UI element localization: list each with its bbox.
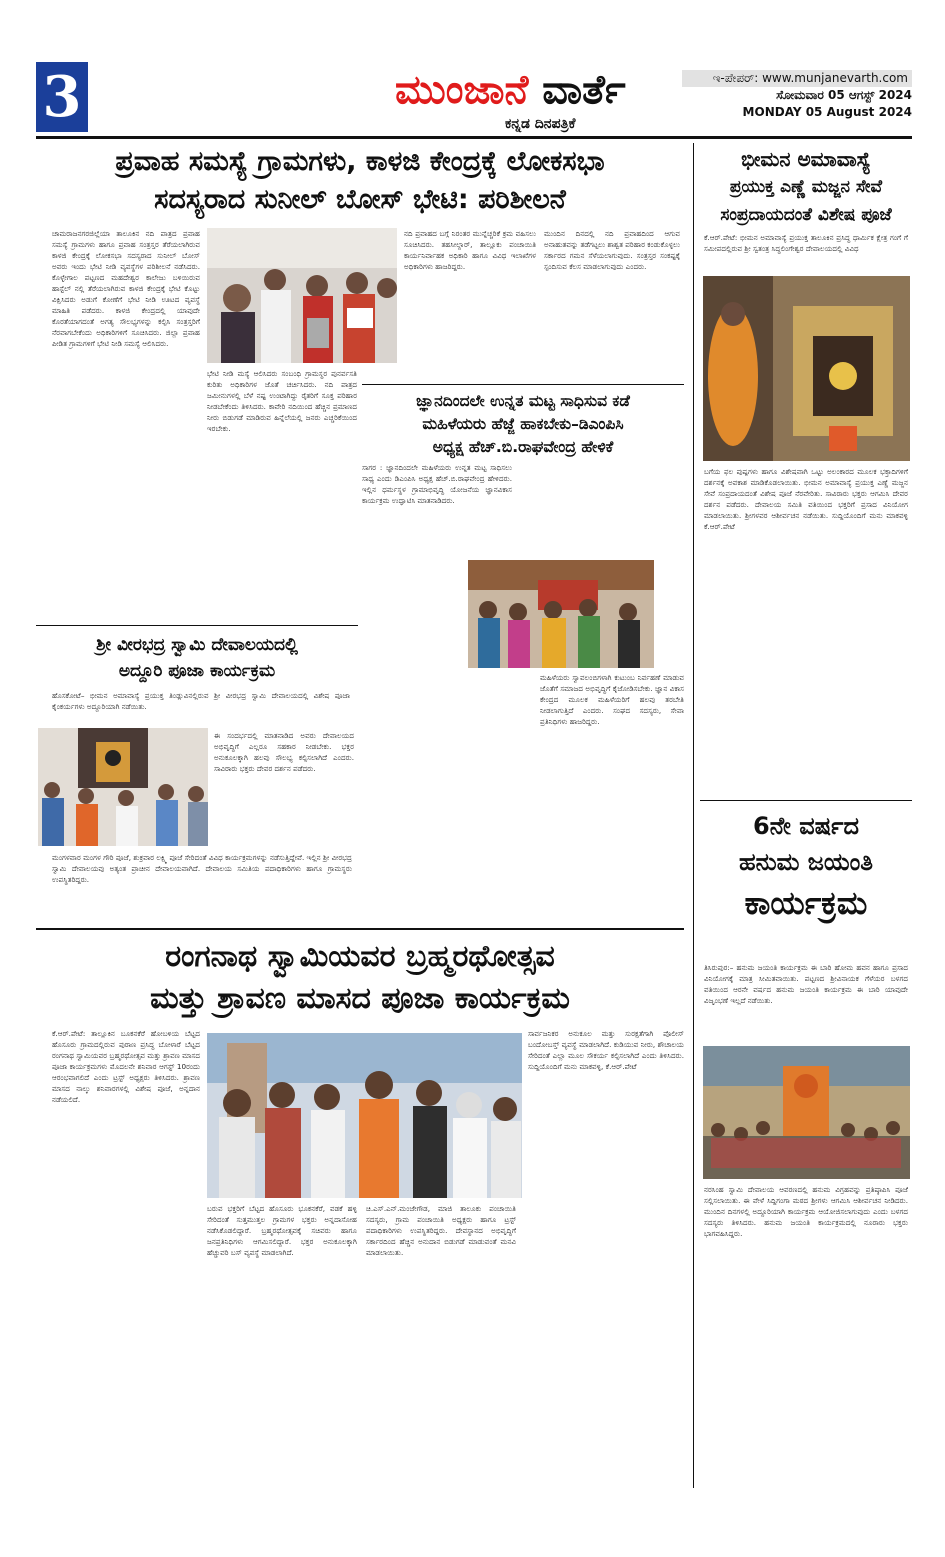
bhimana-intro: ಕೆ.ಆರ್.ಪೇಟೆ: ಭೀಮನ ಅಮಾವಾಸ್ಯೆ ಪ್ರಯುಕ್ತ ತಾಲೂಕಿನ ಪ್ರಸಿದ್ಧ ಧಾರ್ಮಿಕ ಕ್ಷೇತ್ರ ಗಂಗೆ ಗೆ ಸಮೀಪದಲ್ಲಿರುವ ಶ್ರೀ ಸ್ವತಂತ್ರ ಸಿದ್ಧಲಿಂಗೇಶ್ವರ ದೇವಾಲಯದಲ್ಲಿ ವಿವಿಧ <box>704 233 908 253</box>
veerabhadra-top-rule <box>36 625 358 626</box>
women-photo <box>468 560 654 668</box>
veerabhadra-headline <box>36 632 358 684</box>
masthead-rule <box>36 136 912 139</box>
veerabhadra-intro: ಹೊಸಕೋಟೆ– ಭೀಮನ ಅಮಾವಾಸ್ಯೆ ಪ್ರಯುಕ್ತ ತಿಂಡ್ಲುವಿನಲ್ಲಿರುವ ಶ್ರೀ ವೀರಭದ್ರ ಸ್ವಾಮಿ ದೇವಾಲಯದಲ್ಲಿ ವಿಶೇಷ ಪೂಜಾ ಕೈಂಕರ್ಯಗಳು ಅದ್ದೂರಿಯಾಗಿ ನಡೆಯಿತು. <box>52 691 350 711</box>
lead-col3: ನದಿ ಪ್ರವಾಹದ ಬಗ್ಗೆ ನಿರಂತರ ಮುನ್ನೆಚ್ಚರಿಕೆ ಕ್ರಮ ವಹಿಸಲು ಸೂಚಿಸಿದರು. ತಹಸೀಲ್ದಾರ್, ತಾಲ್ಲೂಕು ಪಂಚಾಯಿತಿ ಕಾರ್ಯನಿರ್ವಾಹಕ ಅಧಿಕಾರಿ ಹಾಗೂ ವಿವಿಧ ಇಲಾಖೆಗಳ ಅಧಿಕಾರಿಗಳು ಹಾಜರಿದ್ದರು. <box>404 229 536 271</box>
lead-photo <box>207 228 397 363</box>
ranganatha-col4: ಸಾರ್ವಜನಿಕರ ಅನುಕೂಲ ಮತ್ತು ಸುರಕ್ಷತೆಗಾಗಿ ಪೊಲೀಸ್ ಬಂದೋಬಸ್ತ್ ವ್ಯವಸ್ಥೆ ಮಾಡಲಾಗಿದೆ. ಕುಡಿಯುವ ನೀರು, ಶೌಚಾಲಯ ಸೇರಿದಂತೆ ಎಲ್ಲಾ ಮೂಲ ಸೌಕರ್ಯ ಕಲ್ಪಿಸಲಾಗಿದೆ ಎಂದು ತಿಳಿಸಿದರು. ಸುದ್ದಿಯೊಂದಿಗೆ ಮನು ಮಾಕವಳ್ಳಿ, ಕೆ.ಆರ್.ಪೇಟೆ <box>528 1029 684 1071</box>
ranganatha-headline <box>36 936 684 1020</box>
women-headline-line3: ಅಧ್ಯಕ್ಷ ಹೆಚ್.ಬಿ.ರಾಘವೇಂದ್ರ ಹೇಳಿಕೆ <box>432 438 614 456</box>
hanuma-headline <box>700 808 912 926</box>
lead-col2: ಭೇಟಿ ನೀಡಿ ಮಸ್ಯೆ ಆಲಿಸಿದರು ಸಂಬಂಧಿ ಗ್ರಾಮಸ್ಥರ ಪುನರ್ವಸತಿ ಕುರಿತು ಅಧಿಕಾರಿಗಳ ಜೊತೆ ಚರ್ಚಿಸಿದರು. ನದಿ ಪಾತ್ರದ ಜಮೀನುಗಳಲ್ಲಿ ಬೆಳೆ ನಷ್ಟ ಉಂಟಾಗಿದ್ದು ರೈತರಿಗೆ ಸೂಕ್ತ ಪರಿಹಾರ ನೀಡಬೇಕೆಂದು ತಿಳಿಸಿದರು. ಕಾವೇರಿ ನದಿಯಿಂದ ಹೆಚ್ಚಿನ ಪ್ರಮಾಣದ ನೀರು ಬಿಡುಗಡೆ ಮಾಡಿರುವ ಹಿನ್ನೆಲೆಯಲ್ಲಿ ಜನರು ಎಚ್ಚರಿಕೆಯಿಂದ ಇರಬೇಕು. <box>207 369 357 433</box>
bhimana-headline-line2: ಪ್ರಯುಕ್ತ ಎಣ್ಣೆ ಮಜ್ಜನ ಸೇವೆ <box>729 177 883 197</box>
lead-headline <box>36 143 684 219</box>
hanuma-headline-line3: ಕಾರ್ಯಕ್ರಮ <box>744 884 868 922</box>
title-part1: ಮುಂಜಾನೆ <box>395 67 529 113</box>
veerabhadra-photo <box>38 728 208 846</box>
lead-col1: ಚಾಮರಾಜನಗರಜಿಲ್ಲೆಯಾ ತಾಲೂಕಿನ ನದಿ ಪಾತ್ರದ ಪ್ರವಾಹ ಸಮಸ್ಯೆ ಗ್ರಾಮಗಳು ಹಾಗೂ ಪ್ರವಾಹ ಸಂತ್ರಸ್ತರ ತೆರೆಯಲಾಗಿರುವ ಕಾಳಜಿ ಕೇಂದ್ರಕ್ಕೆ ಲೋಕಸಭಾ ಸದಸ್ಯರಾದ ಸುನೀಲ್ ಬೋಸ್ ಅವರು ಇಂದು ಭೇಟಿ ನೀಡಿ ವ್ಯವಸ್ಥೆಗಳ ಪರಿಶೀಲನೆ ನಡೆಸಿದರು. ಕೊಳ್ಳೇಗಾಲ ಪಟ್ಟಣದ ಮಹದೇಶ್ವರ ಕಾಲೇಜು ಬಳಿಯಿರುವ ಹಾಸ್ಟೆಲ್ ನಲ್ಲಿ ತೆರೆಯಲಾಗಿರುವ ಕಾಳಜಿ ಕೇಂದ್ರಕ್ಕೆ ಭೇಟಿ ಕೊಟ್ಟು ವಿಕ್ಷಿಸಿದರು ಅಡುಗೆ ಕೋಣೆಗೆ ಭೇಟಿ ನೀಡಿ ಊಟದ ವ್ಯವಸ್ಥೆ ಮಾಹಿತಿ ಪಡೆದರು. ಕಾಳಜಿ ಕೇಂದ್ರದಲ್ಲಿ ಯಾವುದೇ ಕೊರತೆಯಾಗದಂತೆ ಅಗತ್ಯ ಸೌಲಭ್ಯಗಳನ್ನು ಕಲ್ಪಿಸಿ ಸಂತ್ರಸ್ತರಿಗೆ ನೆರವಾಗಬೇಕೆಂದು ಅಧಿಕಾರಿಗಳಿಗೆ ಸೂಚಿಸಿದರು. ಜಿಲ್ಲಾ ಪ್ರವಾಹ ಪೀಡಿತ ಗ್ರಾಮಗಳಿಗೆ ಭೇಟಿ ನೀಡಿ ಸಮಸ್ಯೆ ಆಲಿಸಿದರು. <box>52 229 200 348</box>
women-headline <box>362 390 684 459</box>
bhimana-headline-line1: ಭೀಮನ ಅಮಾವಾಸ್ಯೆ <box>741 147 871 171</box>
ranganatha-top-rule <box>36 928 684 930</box>
ranganatha-col3: ಚಿ.ಎಸ್.ಎನ್.ಮಂಜೇಗೌಡ, ಮಾಜಿ ತಾಲೂಕು ಪಂಚಾಯಿತಿ ಸದಸ್ಯರು, ಗ್ರಾಮ ಪಂಚಾಯಿತಿ ಅಧ್ಯಕ್ಷರು ಹಾಗೂ ಟ್ರಸ್ಟ್ ಪದಾಧಿಕಾರಿಗಳು ಉಪಸ್ಥಿತರಿದ್ದರು. ದೇವಸ್ಥಾನದ ಅಭಿವೃದ್ಧಿಗೆ ಸರ್ಕಾರದಿಂದ ಹೆಚ್ಚಿನ ಅನುದಾನ ಬಿಡುಗಡೆ ಮಾಡುವಂತೆ ಮನವಿ ಮಾಡಲಾಯಿತು. <box>366 1204 516 1257</box>
bhimana-headline-line3: ಸಂಪ್ರದಾಯದಂತೆ ವಿಶೇಷ ಪೂಜೆ <box>720 205 892 225</box>
hanuma-body: ನರಸಿಂಹ ಸ್ವಾಮಿ ದೇವಾಲಯ ಆವರಣದಲ್ಲಿ ಹನುಮ ವಿಗ್ರಹವನ್ನು ಪ್ರತಿಷ್ಠಾಪಿಸಿ ಪೂಜೆ ಸಲ್ಲಿಸಲಾಯಿತು. ಈ ವೇಳೆ ಸಿದ್ದಿಗಂಗಾ ಮಠದ ಶ್ರೀಗಳು ಆಗಮಿಸಿ ಆಶೀರ್ವಚನ ನೀಡಿದರು. ಮುಂದಿನ ದಿನಗಳಲ್ಲಿ ಅದ್ದೂರಿಯಾಗಿ ಕಾರ್ಯಕ್ರಮ ಆಯೋಜಿಸಲಾಗುವುದು ಎಂದು ಬಳಗದ ಸದಸ್ಯರು ತಿಳಿಸಿದರು. ಹನುಮ ಜಯಂತಿ ಕಾರ್ಯಕ್ರಮದಲ್ಲಿ ನೂರಾರು ಭಕ್ತರು ಭಾಗವಹಿಸಿದ್ದರು. <box>704 1185 908 1238</box>
hanuma-headline-line2: ಹನುಮ ಜಯಂತಿ <box>739 848 873 876</box>
veerabhadra-headline-line1: ಶ್ರೀ ವೀರಭದ್ರ ಸ್ವಾಮಿ ದೇವಾಲಯದಲ್ಲಿ <box>96 635 298 655</box>
hanuma-top-rule <box>700 800 912 801</box>
newspaper-title <box>395 66 626 114</box>
hanuma-headline-line1: 6ನೇ ವರ್ಷದ <box>753 812 859 840</box>
title-part2: ವಾರ್ತೆ <box>542 67 626 113</box>
lead-headline-line1: ಪ್ರವಾಹ ಸಮಸ್ಯೆ ಗ್ರಾಮಗಳು, ಕಾಳಜಿ ಕೇಂದ್ರಕ್ಕೆ ಲೋಕಸಭಾ <box>115 146 605 177</box>
women-top-rule <box>362 384 684 385</box>
ranganatha-col1: ಕೆ.ಆರ್.ಪೇಟೆ: ತಾಲ್ಲೂಕಿನ ಬೂಕನಕೆರೆ ಹೋಬಳಿಯ ಬೆಟ್ಟದ ಹೊಸೂರು ಗ್ರಾಮದಲ್ಲಿರುವ ಪುರಾಣ ಪ್ರಸಿದ್ಧ ಬೋಳಾರೆ ಬೆಟ್ಟದ ರಂಗನಾಥ ಸ್ವಾಮಿಯವರ ಬ್ರಹ್ಮರಥೋತ್ಸವ ಮತ್ತು ಶ್ರಾವಣ ಮಾಸದ ಪೂಜಾ ಕಾರ್ಯಕ್ರಮಗಳು ಮೊದಲನೇ ಶನಿವಾರ ಆಗಸ್ಟ್ 10ರಂದು ಆರಂಭವಾಗಲಿದೆ ಎಂದು ಟ್ರಸ್ಟ್ ಅಧ್ಯಕ್ಷರು ತಿಳಿಸಿದರು. ಶ್ರಾವಣ ಮಾಸದ ನಾಲ್ಕು ಶನಿವಾರಗಳಲ್ಲಿ ವಿಶೇಷ ಪೂಜೆ, ಅನ್ನದಾನ ನಡೆಯಲಿದೆ. <box>52 1029 200 1104</box>
bhimana-headline <box>700 145 912 229</box>
women-col1: ಸಾಗರ : ಜ್ಞಾನದಿಂದಲೇ ಮಹಿಳೆಯರು ಉನ್ನತ ಮಟ್ಟ ಸಾಧಿಸಲು ಸಾಧ್ಯ ಎಂದು ಡಿಎಂಪಿಸಿ ಅಧ್ಯಕ್ಷ ಹೆಚ್.ಬಿ.ರಾಘವೇಂದ್ರ ಹೇಳಿದರು. ಇಲ್ಲಿನ ಧರ್ಮಸ್ಥಳ ಗ್ರಾಮಾಭಿವೃದ್ಧಿ ಯೋಜನೆಯ ಜ್ಞಾನವಿಕಾಸ ಕಾರ್ಯಕ್ರಮ ಉದ್ಘಾಟಿಸಿ ಮಾತನಾಡಿದರು. <box>362 463 512 505</box>
women-headline-line2: ಮಹಿಳೆಯರು ಹೆಜ್ಜೆ ಹಾಕಬೇಕು–ಡಿಎಂಪಿಸಿ <box>422 415 624 433</box>
epaper-link[interactable]: ಇ-ಪೇಪರ್: www.munjanevarth.com <box>682 70 912 87</box>
date-kannada: ಸೋಮವಾರ 05 ಆಗಸ್ಟ್ 2024 <box>776 88 912 102</box>
ranganatha-headline-line2: ಮತ್ತು ಶ್ರಾವಣ ಮಾಸದ ಪೂಜಾ ಕಾರ್ಯಕ್ರಮ <box>150 981 570 1016</box>
ranganatha-headline-line1: ರಂಗನಾಥ ಸ್ವಾಮಿಯವರ ಬ್ರಹ್ಮರಥೋತ್ಸವ <box>165 939 555 974</box>
page-number: 3 <box>36 62 88 132</box>
lead-headline-line2: ಸದಸ್ಯರಾದ ಸುನೀಲ್ ಬೋಸ್ ಭೇಟಿ: ಪರಿಶೀಲನೆ <box>154 184 566 215</box>
hanuma-photo <box>703 1046 910 1179</box>
date-english: MONDAY 05 August 2024 <box>742 105 912 119</box>
women-col2: ಮಹಿಳೆಯರು ಸ್ವಾವಲಂಬಿಗಳಾಗಿ ಕುಟುಂಬ ನಿರ್ವಹಣೆ ಮಾಡುವ ಜೊತೆಗೆ ಸಮಾಜದ ಅಭಿವೃದ್ಧಿಗೆ ಕೈಜೋಡಿಸಬೇಕು. ಜ್ಞಾನ ವಿಕಾಸ ಕೇಂದ್ರದ ಮೂಲಕ ಮಹಿಳೆಯರಿಗೆ ಹಲವು ತರಬೇತಿ ನೀಡಲಾಗುತ್ತಿದೆ ಎಂದರು. ಸಂಘದ ಸದಸ್ಯರು, ಸೇವಾ ಪ್ರತಿನಿಧಿಗಳು ಹಾಜರಿದ್ದರು. <box>540 673 684 726</box>
ranganatha-col2: ಬರುವ ಭಕ್ತರಿಗೆ ಬೆಟ್ಟದ ಹೊಸೂರು ಭೂಕನಕೆರೆ, ವಡಕೆ ಹಳ್ಳಿ ಸೇರಿದಂತೆ ಸುತ್ತಮುತ್ತಲ ಗ್ರಾಮಗಳ ಭಕ್ತರು ಅನ್ನದಾಸೋಹ ನಡೆಸಿಕೊಡಲಿದ್ದಾರೆ. ಬ್ರಹ್ಮರಥೋತ್ಸವಕ್ಕೆ ಸಚಿವರು ಹಾಗೂ ಜನಪ್ರತಿನಿಧಿಗಳು ಆಗಮಿಸಲಿದ್ದಾರೆ. ಭಕ್ತರ ಅನುಕೂಲಕ್ಕಾಗಿ ಹೆಚ್ಚುವರಿ ಬಸ್ ವ್ಯವಸ್ಥೆ ಮಾಡಲಾಗಿದೆ. <box>207 1204 357 1257</box>
bhimana-photo <box>703 276 910 461</box>
veerabhadra-headline-line2: ಅದ್ದೂರಿ ಪೂಜಾ ಕಾರ್ಯಕ್ರಮ <box>118 661 276 681</box>
ranganatha-photo <box>207 1033 522 1198</box>
women-headline-line1: ಜ್ಞಾನದಿಂದಲೇ ಉನ್ನತ ಮಟ್ಟ ಸಾಧಿಸುವ ಕಡೆ <box>416 392 630 410</box>
lead-col4: ಮುಂದಿನ ದಿನದಲ್ಲಿ ನದಿ ಪ್ರವಾಹದಿಂದ ಆಗುವ ಅನಾಹುತವನ್ನು ತಡೆಗಟ್ಟಲು ಶಾಶ್ವತ ಪರಿಹಾರ ಕಂಡುಕೊಳ್ಳಲು ಸರ್ಕಾರದ ಗಮನ ಸೆಳೆಯಲಾಗುವುದು. ಸಂತ್ರಸ್ತರ ಸಂಕಷ್ಟಕ್ಕೆ ಸ್ಪಂದಿಸುವ ಕೆಲಸ ಮಾಡಲಾಗುವುದು ಎಂದರು. <box>544 229 680 271</box>
veerabhadra-bottom: ಮಂಗಳವಾರ ಮಂಗಳ ಗೌರಿ ಪೂಜೆ, ಶುಕ್ರವಾರ ಲಕ್ಷ್ಮಿ ಪೂಜೆ ಸೇರಿದಂತೆ ವಿವಿಧ ಕಾರ್ಯಕ್ರಮಗಳನ್ನು ನಡೆಸುತ್ತಿದ್ದೇವೆ. ಇಲ್ಲಿನ ಶ್ರೀ ವೀರಭದ್ರ ಸ್ವಾಮಿ ದೇವಾಲಯವು ಅತ್ಯಂತ ಪ್ರಾಚೀನ ದೇವಾಲಯವಾಗಿದೆ. ದೇವಾಲಯ ಸಮಿತಿಯ ಪದಾಧಿಕಾರಿಗಳು ಹಾಗೂ ಗ್ರಾಮಸ್ಥರು ಉಪಸ್ಥಿತರಿದ್ದರು. <box>52 853 352 884</box>
veerabhadra-side: ಈ ಸಂದರ್ಭದಲ್ಲಿ ಮಾತನಾಡಿದ ಅವರು ದೇವಾಲಯದ ಅಭಿವೃದ್ಧಿಗೆ ಎಲ್ಲರೂ ಸಹಕಾರ ನೀಡಬೇಕು. ಭಕ್ತರ ಅನುಕೂಲಕ್ಕಾಗಿ ಹಲವು ಸೌಲಭ್ಯ ಕಲ್ಪಿಸಲಾಗಿದೆ ಎಂದರು. ಸಾವಿರಾರು ಭಕ್ತರು ದೇವರ ದರ್ಶನ ಪಡೆದರು. <box>214 731 354 773</box>
date-box <box>682 70 912 126</box>
bhimana-body: ಬಗೆಯ ಫಲ ಪುಷ್ಪಗಳು ಹಾಗೂ ವಿಶೇಷವಾಗಿ ಒಟ್ಟು ಅಲಂಕಾರದ ಮೂಲಕ ಭಕ್ತಾದಿಗಳಿಗೆ ದರ್ಶನಕ್ಕೆ ಅವಕಾಶ ಮಾಡಿಕೊಡಲಾಯಿತು. ಭೀಮನ ಅಮಾವಾಸ್ಯೆ ಪ್ರಯುಕ್ತ ಎಣ್ಣೆ ಮಜ್ಜನ ಸೇವೆ ಸಂಪ್ರದಾಯದಂತೆ ವಿಶೇಷ ಪೂಜೆ ನೆರವೇರಿತು. ಸಾವಿರಾರು ಭಕ್ತರು ಆಗಮಿಸಿ ದೇವರ ದರ್ಶನ ಪಡೆದರು. ದೇವಾಲಯ ಸಮಿತಿ ವತಿಯಿಂದ ಭಕ್ತರಿಗೆ ಪ್ರಸಾದ ವಿನಿಯೋಗ ಮಾಡಲಾಯಿತು. ಶ್ರೀಗಳವರ ಆಶೀರ್ವಚನ ನಡೆಯಿತು. ಸುದ್ದಿಯೊಂದಿಗೆ ಮನು ಮಾಕವಳ್ಳಿ ಕೆ.ಆರ್.ಪೇಟೆ <box>704 467 908 531</box>
hanuma-intro: ತಿಸಿರುಪುರ:– ಹನುಮ ಜಯಂತಿ ಕಾರ್ಯಕ್ರಮ ಈ ಬಾರಿ ಹೋಮ ಹವನ ಹಾಗೂ ಪ್ರಸಾದ ವಿನಿಯೋಗಕ್ಕೆ ಮಾತ್ರ ಸೀಮಿತವಾಯಿತು. ಪಟ್ಟಣದ ಶ್ರೀವಿನಾಯಕ ಗೆಳೆಯರ ಬಳಗದ ವತಿಯಿಂದ ಆರನೇ ವರ್ಷದ ಹನುಮ ಜಯಂತಿ ಕಾರ್ಯಕ್ರಮ ಈ ಬಾರಿ ಯಾವುದೇ ವಿಜೃಂಭಣೆ ಇಲ್ಲದೆ ನಡೆಯಿತು. <box>704 963 908 1005</box>
newspaper-subtitle: ಕನ್ನಡ ದಿನಪತ್ರಿಕೆ <box>505 116 576 132</box>
right-column-divider <box>693 143 694 1488</box>
